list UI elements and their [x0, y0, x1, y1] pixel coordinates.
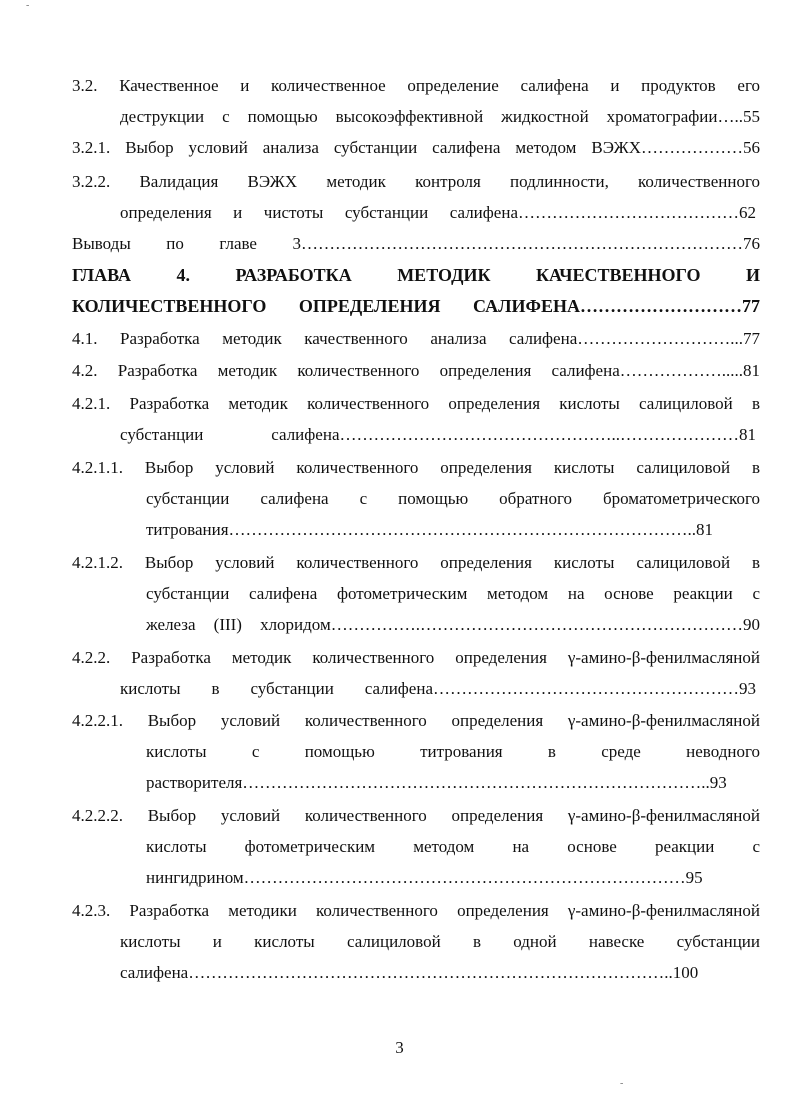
toc-entry-4-2-2-1-line-3: растворителя………………………………………………………………………..93	[146, 773, 727, 792]
toc-entry-4-2-2-line-1: 4.2.2. Разработка методик количественного определения γ-амино-β-фенилмасляной	[72, 648, 760, 667]
toc-entry-4-2-1-line-2: субстанции салифена…………………………………………..…………………81	[120, 425, 756, 444]
toc-entry-4-2-3-line-3: салифена…………………………………………………………………………..100	[120, 963, 699, 982]
chapter-4-heading-line-1: ГЛАВА 4. РАЗРАБОТКА МЕТОДИК КАЧЕСТВЕННОГО И	[72, 265, 760, 285]
toc-entry-4-2-1-2-line-2: субстанции салифена фотометрическим методом на основе реакции с	[146, 584, 760, 603]
scan-speck: -	[26, 0, 30, 11]
toc-entry-3-2-2-line-2: определения и чистоты субстанции салифена…………………………………62	[120, 203, 756, 222]
toc-entry-4-2-1-1-line-3: титрования………………………………………………………………………..81	[146, 520, 714, 539]
toc-entry-3-2-2-line-1: 3.2.2. Валидация ВЭЖХ методик контроля подлинности, количественного	[72, 172, 760, 191]
toc-entry-4-2-3-line-2: кислоты и кислоты салициловой в одной навеске субстанции	[120, 932, 760, 951]
toc-entry-3-2-line-2: деструкции с помощью высокоэффективной жидкостной хроматографии…..55	[120, 107, 760, 126]
toc-entry-4-2-1-2-line-1: 4.2.1.2. Выбор условий количественного определения кислоты салициловой в	[72, 553, 760, 572]
toc-entry-4-2-1-1-line-2: субстанции салифена с помощью обратного броматометрического	[146, 489, 760, 508]
toc-entry-4-2-1-line-1: 4.2.1. Разработка методик количественного определения кислоты салициловой в	[72, 394, 760, 413]
toc-entry-4-2: 4.2. Разработка методик количественного определения салифена……………….....81	[72, 361, 760, 380]
toc-entry-3-2-1: 3.2.1. Выбор условий анализа субстанции салифена методом ВЭЖХ………………56	[72, 138, 760, 157]
toc-entry-conclusions-3: Выводы по главе 3……………………………………………………………………76	[72, 234, 760, 253]
toc-entry-4-2-2-1-line-1: 4.2.2.1. Выбор условий количественного определения γ-амино-β-фенилмасляной	[72, 711, 760, 730]
page-number: 3	[395, 1038, 404, 1057]
chapter-4-heading-line-2: КОЛИЧЕСТВЕННОГО ОПРЕДЕЛЕНИЯ САЛИФЕНА………………………77	[72, 296, 760, 316]
toc-entry-4-2-1-1-line-1: 4.2.1.1. Выбор условий количественного определения кислоты салициловой в	[72, 458, 760, 477]
toc-entry-4-2-2-2-line-2: кислоты фотометрическим методом на основе реакции с	[146, 837, 760, 856]
toc-entry-4-2-2-line-2: кислоты в субстанции салифена………………………………………………93	[120, 679, 756, 698]
toc-entry-4-2-3-line-1: 4.2.3. Разработка методики количественного определения γ-амино-β-фенилмасляной	[72, 901, 760, 920]
toc-entry-4-2-2-1-line-2: кислоты с помощью титрования в среде неводного	[146, 742, 760, 761]
toc-entry-3-2-line-1: 3.2. Качественное и количественное определение салифена и продуктов его	[72, 76, 760, 95]
toc-entry-4-2-2-2-line-3: нингидрином……………………………………………………………………95	[146, 868, 703, 887]
toc-entry-4-2-1-2-line-3: железа (III) хлоридом…………….…………………………………………………90	[146, 615, 760, 634]
scan-speck: -	[620, 1078, 624, 1089]
toc-entry-4-2-2-2-line-1: 4.2.2.2. Выбор условий количественного определения γ-амино-β-фенилмасляной	[72, 806, 760, 825]
toc-entry-4-1: 4.1. Разработка методик качественного анализа салифена………………………...77	[72, 329, 760, 348]
